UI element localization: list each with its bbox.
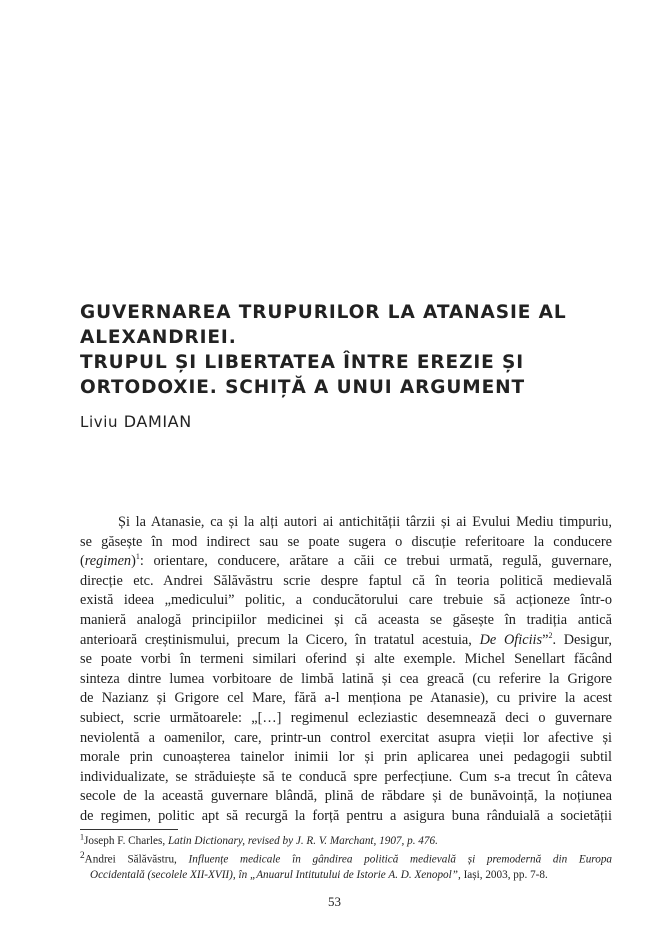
italic-term: regimen (84, 553, 132, 570)
footnote-2-continued (80, 868, 612, 883)
text-run: Joseph F. Charles, (84, 835, 168, 847)
title-line: ALEXANDRIEI. (80, 327, 237, 348)
body-line: individualizate, se străduiește să te conducă spre perfecțiune. Cum s-a trecut în câteva (80, 768, 612, 785)
body-line: morale prin cunoașterea tainelor inimii lor și prin aplicarea unei pedagogii subtil (80, 749, 612, 766)
article-body (80, 513, 612, 827)
text-run: Andrei Sălăvăstru, (84, 853, 189, 866)
body-line: direcție etc. Andrei Sălăvăstru scrie despre faptul că în teoria politică medievală (80, 572, 612, 589)
page-number: 53 (328, 894, 341, 909)
text-run: anterioară creștinismului, precum la Cicero, în tratatul acestuia, (80, 631, 480, 648)
text-run: . Desigur, (552, 631, 612, 648)
body-line: neviolentă a oamenilor, care, printr-un control exercitat asupra vieții lor afective și (80, 729, 612, 746)
italic-citation: Occidentală (secolele XII-XVII), în „Anuarul Intitutului de Istorie A. D. Xenopol”, (90, 868, 461, 881)
text-run: Iași, 2003, pp. 7-8. (460, 868, 548, 881)
footnote-number: 2 (80, 851, 85, 861)
body-line (80, 552, 612, 572)
body-line: secole de la această guvernare blândă, plină de răbdare și de bunăvoință, la noțiunea (80, 788, 612, 805)
footnote-ref[interactable]: 2 (548, 630, 553, 640)
text-run: ( (80, 553, 85, 570)
text-run: ) (131, 553, 136, 570)
body-line (80, 631, 612, 651)
body-line: manieră analogă principiilor medicinei și că aceasta se găsește în tradiția antică (80, 611, 612, 628)
italic-citation: Latin Dictionary, revised by J. R. V. Marchant, 1907, p. 476. (167, 835, 438, 847)
body-line: există ideea „medicului” politic, a conducătorului care trebuie să acționeze într-o (80, 592, 612, 609)
body-line: se poate vorbi în termeni similari oferind și alte exemple. Michel Senellart făcând (80, 651, 612, 668)
footnote-2 (80, 849, 612, 868)
text-run: : orientare, conducere, arătare a căii ce trebui urmată, regulă, guvernare, (139, 553, 612, 570)
text-run: ” (542, 631, 549, 648)
footnote-number: 1 (80, 832, 84, 842)
author-last-name: DAMIAN (123, 412, 192, 431)
body-line: sinteza dintre lumea vorbitoare de limbă latină și cea greacă (cu referire la Grigore (80, 670, 612, 687)
body-line: se găsește în mod indirect sau se poate sugera o discuție referitoare la conducere (80, 533, 612, 550)
body-line: de regimen, politic apt să recurgă la forță pentru a asigura buna rânduială a societății (80, 807, 612, 824)
article-title (80, 300, 600, 400)
italic-title: De Oficiis (479, 631, 543, 648)
footnote-separator (80, 829, 178, 830)
footnotes (80, 834, 612, 883)
body-line: Și la Atanasie, ca și la alți autori ai antichității târzii și ai Evului Mediu timpuriu, (118, 514, 612, 530)
body-line: subiect, scrie următoarele: „[…] regimenul ecleziastic desemnează deci o guvernare (80, 709, 612, 726)
footnote-ref[interactable]: 1 (135, 552, 140, 562)
footnote-1 (80, 834, 612, 849)
title-line: ORTODOXIE. SCHIȚĂ A UNUI ARGUMENT (80, 377, 526, 398)
body-line: de Nazianz și Grigore cel Mare, fără a-l menționa pe Atanasie), cu privire la acest (80, 690, 612, 707)
title-line: TRUPUL ȘI LIBERTATEA ÎNTRE EREZIE ȘI (80, 352, 525, 373)
author-name (80, 412, 192, 431)
title-line: GUVERNAREA TRUPURILOR LA ATANASIE AL (80, 302, 567, 323)
italic-citation: Influențe medicale în gândirea politică medievală și premodernă din Europa (188, 853, 613, 866)
author-first-name: Liviu (80, 413, 119, 431)
